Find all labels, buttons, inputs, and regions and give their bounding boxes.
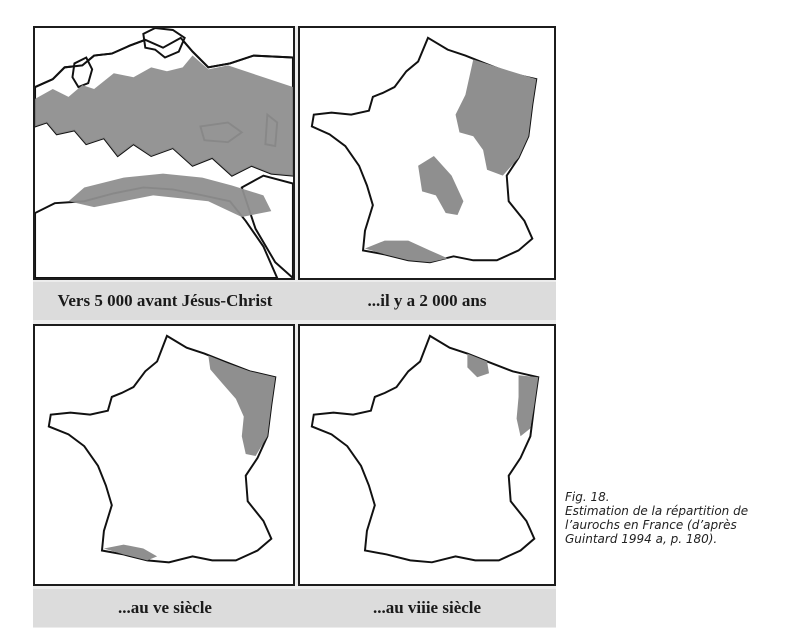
figure-caption-line: l’aurochs en France (d’après (565, 518, 737, 532)
map-panel-2000-years (298, 26, 556, 280)
france-map (300, 28, 554, 278)
british-isles (72, 58, 92, 88)
panel-label-5th-century: ...au ve siècle (118, 598, 212, 617)
figure-caption-line: Estimation de la répartition de (565, 504, 749, 518)
label-band-bottom (33, 589, 556, 627)
france-map (300, 326, 554, 584)
panel-label-2000-years: ...il y a 2 000 ans (367, 291, 487, 310)
map-panel-5000bc (33, 26, 295, 280)
figure-number: Fig. 18. (565, 490, 610, 504)
map-panel-5th-century (33, 324, 295, 586)
label-band-top (33, 282, 556, 320)
panel-label-5000bc: Vers 5 000 avant Jésus-Christ (57, 291, 273, 310)
europe-map (35, 28, 293, 278)
panel-label-8th-century: ...au viiie siècle (372, 598, 482, 617)
france-map (35, 326, 293, 584)
figure-caption-line: Guintard 1994 a, p. 180). (565, 532, 718, 546)
figure-caption (565, 490, 795, 546)
auroch-distribution-figure (33, 26, 556, 628)
map-panel-8th-century (298, 324, 556, 586)
france-outline (312, 336, 538, 562)
